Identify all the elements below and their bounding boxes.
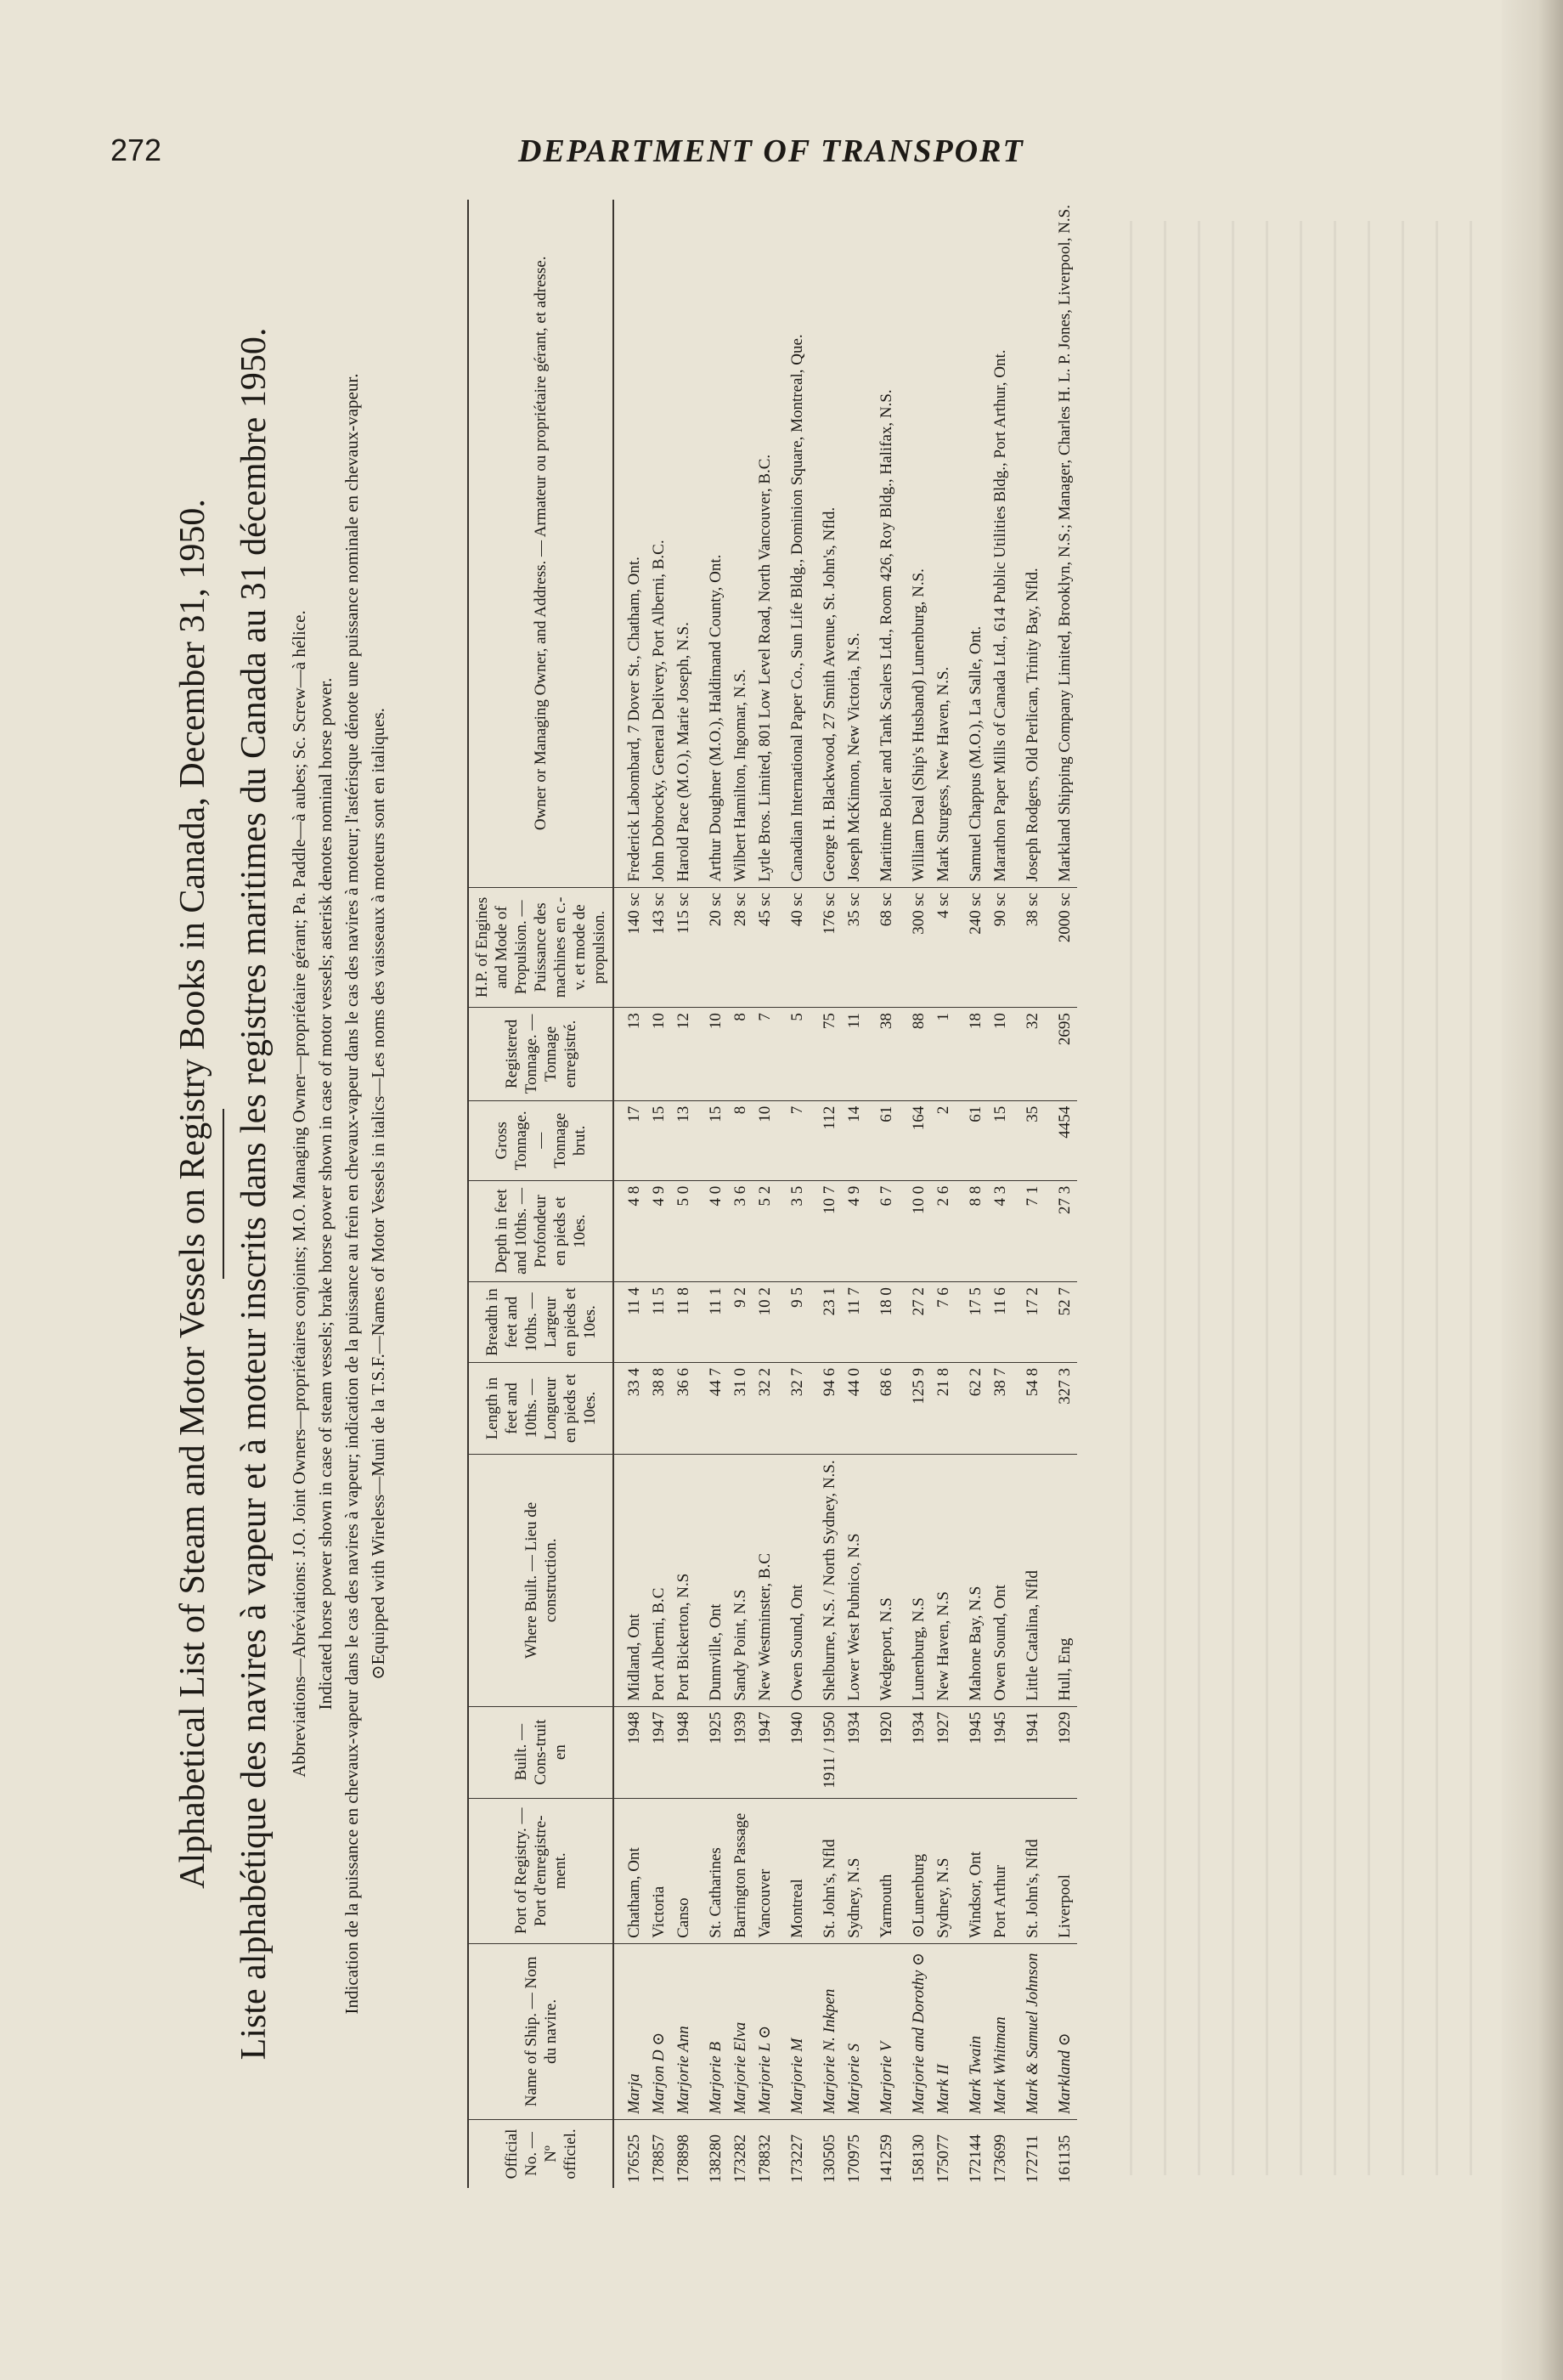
- port-of-registry-cell: Liverpool: [1045, 1798, 1077, 1943]
- depth-cell: 3 5: [777, 1180, 810, 1281]
- ship-name-cell: Marjorie V: [866, 1943, 899, 2119]
- owner-cell: Frederick Labombard, 7 Dover St., Chatham, Ont.: [613, 200, 646, 887]
- breadth-cell: 17 2: [1013, 1282, 1045, 1363]
- depth-cell: 2 6: [931, 1180, 956, 1281]
- breadth-cell: 11 8: [671, 1282, 696, 1363]
- gross-tonnage-cell: 35: [1013, 1100, 1045, 1180]
- port-of-registry-cell: ⊙Lunenburg: [899, 1798, 931, 1943]
- where-built-cell: Sandy Point, N.S: [728, 1455, 753, 1707]
- gross-tonnage-cell: 4454: [1045, 1100, 1077, 1180]
- owner-cell: Joseph Rodgers, Old Perlican, Trinity Bay, Nfld.: [1013, 200, 1045, 887]
- note-abbreviations: Abbreviations—Abréviations: J.O. Joint Owners—propriétaires conjoints; M.O. Managing Owner—propriétaire gérant; Pa. Paddle—à aubes; Sc. Screw—à hélice.: [289, 610, 309, 1778]
- owner-cell: Samuel Chappus (M.O.), La Salle, Ont.: [956, 200, 988, 887]
- depth-cell: 4 3: [988, 1180, 1013, 1281]
- port-of-registry-cell: Sydney, N.S: [931, 1798, 956, 1943]
- registered-tonnage-cell: 2695: [1045, 1008, 1077, 1101]
- port-of-registry-cell: Montreal: [777, 1798, 810, 1943]
- ship-name-cell: Markland ⊙: [1045, 1943, 1077, 2119]
- registered-tonnage-cell: 10: [646, 1008, 671, 1101]
- year-built-cell: 1927: [931, 1706, 956, 1798]
- length-cell: 125 9: [899, 1362, 931, 1454]
- registered-tonnage-cell: 8: [728, 1008, 753, 1101]
- port-of-registry-cell: St. John's, Nfld: [1013, 1798, 1045, 1943]
- year-built-cell: 1945: [988, 1706, 1013, 1798]
- official-no-cell: 172711: [1024, 2134, 1041, 2183]
- depth-cell: 5 0: [671, 1180, 696, 1281]
- official-no-cell: 173227: [788, 2134, 806, 2183]
- year-built-cell: 1920: [866, 1706, 899, 1798]
- horse-power-cell: 140 sc: [613, 887, 646, 1007]
- table-row: [842, 200, 866, 2188]
- horse-power-cell: 4 sc: [931, 887, 956, 1007]
- where-built-cell: Lower West Pubnico, N.S: [842, 1455, 866, 1707]
- table-body: [613, 200, 1077, 2188]
- breadth-cell: 11 4: [613, 1282, 646, 1363]
- ship-name-cell: Mark Whitman: [988, 1943, 1013, 2119]
- where-built-cell: Midland, Ont: [613, 1455, 646, 1707]
- official-no-cell: 178832: [756, 2134, 774, 2183]
- ship-name-cell: Marjorie Elva: [728, 1943, 753, 2119]
- port-of-registry-cell: Vancouver: [753, 1798, 777, 1943]
- col-owner: Owner or Managing Owner, and Address. — Armateur ou propriétaire gérant, et adresse.: [468, 200, 613, 887]
- breadth-cell: 17 5: [956, 1282, 988, 1363]
- year-built-cell: 1945: [956, 1706, 988, 1798]
- owner-cell: Lytle Bros. Limited, 801 Low Level Road, North Vancouver, B.C.: [753, 200, 777, 887]
- official-no-cell: 141259: [877, 2134, 895, 2183]
- breadth-cell: 27 2: [899, 1282, 931, 1363]
- page-edge-shadow: [1502, 0, 1563, 2380]
- port-of-registry-cell: St. John's, Nfld: [810, 1798, 842, 1943]
- note-wireless: ⊙Equipped with Wireless—Muni de la T.S.F.—Names of Motor Vessels in italics—Les noms des vaisseaux à moteurs sont en italiques.: [368, 708, 388, 1680]
- length-cell: 32 7: [777, 1362, 810, 1454]
- ship-name-cell: Marjorie N. Inkpen: [810, 1943, 842, 2119]
- length-cell: 94 6: [810, 1362, 842, 1454]
- owner-cell: Wilbert Hamilton, Ingomar, N.S.: [728, 200, 753, 887]
- breadth-cell: 11 7: [842, 1282, 866, 1363]
- registered-tonnage-cell: 10: [696, 1008, 728, 1101]
- registered-tonnage-cell: 75: [810, 1008, 842, 1101]
- notes: [287, 200, 390, 2188]
- where-built-cell: Hull, Eng: [1045, 1455, 1077, 1707]
- horse-power-cell: 20 sc: [696, 887, 728, 1007]
- depth-cell: 7 1: [1013, 1180, 1045, 1281]
- title-rule: [223, 1109, 224, 1279]
- table-row: [613, 200, 646, 2188]
- length-cell: 21 8: [931, 1362, 956, 1454]
- where-built-cell: New Haven, N.S: [931, 1455, 956, 1707]
- note-horse-power-fr: Indication de la puissance en chevaux-vapeur dans le cas des navires à vapeur; indication de la puissance au frein en chevaux-vapeur dans le cas des navires à moteur; l'astérisque dénote une puissance nominale en chevaux-vapeur.: [341, 373, 362, 2015]
- depth-cell: 4 9: [646, 1180, 671, 1281]
- year-built-cell: 1934: [899, 1706, 931, 1798]
- gross-tonnage-cell: 15: [646, 1100, 671, 1180]
- horse-power-cell: 68 sc: [866, 887, 899, 1007]
- registered-tonnage-cell: 10: [988, 1008, 1013, 1101]
- official-no-cell: 175077: [934, 2134, 952, 2183]
- col-where-built: Where Built. — Lieu de construction.: [468, 1455, 613, 1707]
- depth-cell: 4 9: [842, 1180, 866, 1281]
- where-built-cell: Port Bickerton, N.S: [671, 1455, 696, 1707]
- horse-power-cell: 240 sc: [956, 887, 988, 1007]
- year-built-cell: 1947: [753, 1706, 777, 1798]
- length-cell: 327 3: [1045, 1362, 1077, 1454]
- col-hp: H.P. of Engines and Mode of Propulsion. — Puissance des machines en c.-v. et mode de propulsion.: [468, 887, 613, 1007]
- depth-cell: 4 0: [696, 1180, 728, 1281]
- running-title: DEPARTMENT OF TRANSPORT: [518, 133, 1024, 169]
- table-row: [931, 200, 956, 2188]
- year-built-cell: 1939: [728, 1706, 753, 1798]
- col-depth: Depth in feet and 10ths. — Profondeur en pieds et 10es.: [468, 1180, 613, 1281]
- gross-tonnage-cell: 14: [842, 1100, 866, 1180]
- where-built-cell: Owen Sound, Ont: [777, 1455, 810, 1707]
- table-row: [671, 200, 696, 2188]
- col-name: Name of Ship. — Nom du navire.: [468, 1943, 613, 2119]
- owner-cell: George H. Blackwood, 27 Smith Avenue, St. John's, Nfld.: [810, 200, 842, 887]
- col-length: Length in feet and 10ths. — Longueur en pieds et 10es.: [468, 1362, 613, 1454]
- owner-cell: John Dobrocky, General Delivery, Port Alberni, B.C.: [646, 200, 671, 887]
- registered-tonnage-cell: 38: [866, 1008, 899, 1101]
- depth-cell: 10 7: [810, 1180, 842, 1281]
- ship-name-cell: Marjorie Ann: [671, 1943, 696, 2119]
- where-built-cell: Wedgeport, N.S: [866, 1455, 899, 1707]
- gross-tonnage-cell: 61: [956, 1100, 988, 1180]
- vessel-register-table: [467, 200, 1077, 2188]
- breadth-cell: 9 2: [728, 1282, 753, 1363]
- length-cell: 44 0: [842, 1362, 866, 1454]
- owner-cell: Marathon Paper Mills of Canada Ltd., 614 Public Utilities Bldg., Port Arthur, Ont.: [988, 200, 1013, 887]
- port-of-registry-cell: Canso: [671, 1798, 696, 1943]
- gross-tonnage-cell: 13: [671, 1100, 696, 1180]
- gross-tonnage-cell: 8: [728, 1100, 753, 1180]
- breadth-cell: 7 6: [931, 1282, 956, 1363]
- ship-name-cell: Marjon D ⊙: [646, 1943, 671, 2119]
- owner-cell: Markland Shipping Company Limited, Brooklyn, N.S.; Manager, Charles H. L. P. Jones, Liverpool, N.S.: [1045, 200, 1077, 887]
- year-built-cell: 1948: [613, 1706, 646, 1798]
- year-built-cell: 1940: [777, 1706, 810, 1798]
- port-of-registry-cell: Victoria: [646, 1798, 671, 1943]
- length-cell: 38 7: [988, 1362, 1013, 1454]
- gross-tonnage-cell: 2: [931, 1100, 956, 1180]
- table-row: [1013, 200, 1045, 2188]
- official-no-cell: 176525: [625, 2134, 643, 2183]
- registered-tonnage-cell: 5: [777, 1008, 810, 1101]
- gross-tonnage-cell: 10: [753, 1100, 777, 1180]
- registered-tonnage-cell: 1: [931, 1008, 956, 1101]
- official-no-cell: 173699: [991, 2134, 1009, 2183]
- where-built-cell: Dunnville, Ont: [696, 1455, 728, 1707]
- horse-power-cell: 40 sc: [777, 887, 810, 1007]
- where-built-cell: Mahone Bay, N.S: [956, 1455, 988, 1707]
- owner-cell: Harold Pace (M.O.), Marie Joseph, N.S.: [671, 200, 696, 887]
- gross-tonnage-cell: 15: [696, 1100, 728, 1180]
- length-cell: 68 6: [866, 1362, 899, 1454]
- rotated-register-sheet: [170, 200, 1427, 2188]
- owner-cell: Canadian International Paper Co., Sun Life Bldg., Dominion Square, Montreal, Que.: [777, 200, 810, 887]
- owner-cell: Maritime Boiler and Tank Scalers Ltd., Room 426, Roy Bldg., Halifax, N.S.: [866, 200, 899, 887]
- gross-tonnage-cell: 7: [777, 1100, 810, 1180]
- horse-power-cell: 143 sc: [646, 887, 671, 1007]
- official-no-cell: 158130: [910, 2134, 928, 2183]
- ship-name-cell: Mark II: [931, 1943, 956, 2119]
- ship-name-cell: Marjorie L ⊙: [753, 1943, 777, 2119]
- table-row: [728, 200, 753, 2188]
- page-number: 272: [110, 133, 162, 167]
- official-no-cell: 170975: [845, 2134, 863, 2183]
- depth-cell: 6 7: [866, 1180, 899, 1281]
- page-header: [102, 127, 1410, 178]
- gross-tonnage-cell: 61: [866, 1100, 899, 1180]
- depth-cell: 5 2: [753, 1180, 777, 1281]
- horse-power-cell: 45 sc: [753, 887, 777, 1007]
- gross-tonnage-cell: 17: [613, 1100, 646, 1180]
- length-cell: 38 8: [646, 1362, 671, 1454]
- table-row: [753, 200, 777, 2188]
- owner-cell: Arthur Doughner (M.O.), Haldimand County, Ont.: [696, 200, 728, 887]
- breadth-cell: 11 6: [988, 1282, 1013, 1363]
- gross-tonnage-cell: 15: [988, 1100, 1013, 1180]
- length-cell: 62 2: [956, 1362, 988, 1454]
- ship-name-cell: Mark Twain: [956, 1943, 988, 2119]
- depth-cell: 27 3: [1045, 1180, 1077, 1281]
- port-of-registry-cell: St. Catharines: [696, 1798, 728, 1943]
- horse-power-cell: 38 sc: [1013, 887, 1045, 1007]
- col-gross: Gross Tonnage. — Tonnage brut.: [468, 1100, 613, 1180]
- registered-tonnage-cell: 18: [956, 1008, 988, 1101]
- table-row: [956, 200, 988, 2188]
- year-built-cell: 1948: [671, 1706, 696, 1798]
- port-of-registry-cell: Windsor, Ont: [956, 1798, 988, 1943]
- depth-cell: 3 6: [728, 1180, 753, 1281]
- registered-tonnage-cell: 32: [1013, 1008, 1045, 1101]
- title-english: Alphabetical List of Steam and Motor Vessels on Registry Books in Canada, December 31, 1950.: [173, 499, 212, 1889]
- owner-cell: Mark Sturgess, New Haven, N.S.: [931, 200, 956, 887]
- note-horse-power-en: Indicated horse power shown in case of steam vessels; brake horse power shown in case of motor vessels; asterisk denotes nominal horse power.: [315, 677, 336, 1710]
- ship-name-cell: Marjorie M: [777, 1943, 810, 2119]
- registered-tonnage-cell: 11: [842, 1008, 866, 1101]
- table-row: [988, 200, 1013, 2188]
- official-no-cell: 172144: [967, 2134, 985, 2183]
- title-block: [170, 200, 392, 2188]
- table-row: [696, 200, 728, 2188]
- depth-cell: 10 0: [899, 1180, 931, 1281]
- official-no-cell: 173282: [731, 2134, 749, 2183]
- horse-power-cell: 90 sc: [988, 887, 1013, 1007]
- gross-tonnage-cell: 112: [810, 1100, 842, 1180]
- length-cell: 32 2: [753, 1362, 777, 1454]
- length-cell: 31 0: [728, 1362, 753, 1454]
- col-official-no: Official No. — Nº officiel.: [468, 2119, 613, 2188]
- owner-cell: Joseph McKinnon, New Victoria, N.S.: [842, 200, 866, 887]
- table-row: [899, 200, 931, 2188]
- col-built: Built. — Cons-truit en: [468, 1706, 613, 1798]
- where-built-cell: Little Catalina, Nfld: [1013, 1455, 1045, 1707]
- ship-name-cell: Marjorie and Dorothy ⊙: [899, 1943, 931, 2119]
- breadth-cell: 11 5: [646, 1282, 671, 1363]
- where-built-cell: Owen Sound, Ont: [988, 1455, 1013, 1707]
- col-registered: Registered Tonnage. — Tonnage enregistré.: [468, 1008, 613, 1101]
- horse-power-cell: 28 sc: [728, 887, 753, 1007]
- where-built-cell: New Westminster, B.C: [753, 1455, 777, 1707]
- official-no-cell: 138280: [707, 2134, 725, 2183]
- depth-cell: 8 8: [956, 1180, 988, 1281]
- table-row: [1045, 200, 1077, 2188]
- horse-power-cell: 35 sc: [842, 887, 866, 1007]
- ship-name-cell: Marja: [613, 1943, 646, 2119]
- year-built-cell: 1911 / 1950: [810, 1706, 842, 1798]
- ship-name-cell: Marjorie S: [842, 1943, 866, 2119]
- year-built-cell: 1934: [842, 1706, 866, 1798]
- where-built-cell: Shelburne, N.S. / North Sydney, N.S.: [810, 1455, 842, 1707]
- port-of-registry-cell: Port Arthur: [988, 1798, 1013, 1943]
- owner-cell: William Deal (Ship's Husband) Lunenburg, N.S.: [899, 200, 931, 887]
- length-cell: 33 4: [613, 1362, 646, 1454]
- breadth-cell: 9 5: [777, 1282, 810, 1363]
- breadth-cell: 23 1: [810, 1282, 842, 1363]
- registered-tonnage-cell: 13: [613, 1008, 646, 1101]
- official-no-cell: 130505: [821, 2134, 838, 2183]
- year-built-cell: 1925: [696, 1706, 728, 1798]
- length-cell: 36 6: [671, 1362, 696, 1454]
- gross-tonnage-cell: 164: [899, 1100, 931, 1180]
- port-of-registry-cell: Barrington Passage: [728, 1798, 753, 1943]
- breadth-cell: 10 2: [753, 1282, 777, 1363]
- col-port: Port of Registry. — Port d'enregistre-ment.: [468, 1798, 613, 1943]
- where-built-cell: Lunenburg, N.S: [899, 1455, 931, 1707]
- depth-cell: 4 8: [613, 1180, 646, 1281]
- where-built-cell: Port Alberni, B.C: [646, 1455, 671, 1707]
- official-no-cell: 178898: [674, 2134, 692, 2183]
- horse-power-cell: 115 sc: [671, 887, 696, 1007]
- table-header-row: [468, 200, 613, 2188]
- title-french: Liste alphabétique des navires à vapeur et à moteur inscrits dans les registres maritimes du Canada au 31 décembre 1950.: [234, 327, 274, 2061]
- official-no-cell: 178857: [650, 2134, 668, 2183]
- port-of-registry-cell: Sydney, N.S: [842, 1798, 866, 1943]
- registered-tonnage-cell: 7: [753, 1008, 777, 1101]
- length-cell: 44 7: [696, 1362, 728, 1454]
- year-built-cell: 1941: [1013, 1706, 1045, 1798]
- ship-name-cell: Mark & Samuel Johnson: [1013, 1943, 1045, 2119]
- year-built-cell: 1947: [646, 1706, 671, 1798]
- horse-power-cell: 176 sc: [810, 887, 842, 1007]
- length-cell: 54 8: [1013, 1362, 1045, 1454]
- col-breadth: Breadth in feet and 10ths. — Largeur en pieds et 10es.: [468, 1282, 613, 1363]
- ship-name-cell: Marjorie B: [696, 1943, 728, 2119]
- breadth-cell: 18 0: [866, 1282, 899, 1363]
- table-row: [777, 200, 810, 2188]
- registered-tonnage-cell: 12: [671, 1008, 696, 1101]
- official-no-cell: 161135: [1056, 2134, 1074, 2183]
- breadth-cell: 11 1: [696, 1282, 728, 1363]
- port-of-registry-cell: Chatham, Ont: [613, 1798, 646, 1943]
- horse-power-cell: 300 sc: [899, 887, 931, 1007]
- table-row: [646, 200, 671, 2188]
- port-of-registry-cell: Yarmouth: [866, 1798, 899, 1943]
- breadth-cell: 52 7: [1045, 1282, 1077, 1363]
- year-built-cell: 1929: [1045, 1706, 1077, 1798]
- table-row: [810, 200, 842, 2188]
- table-row: [866, 200, 899, 2188]
- registered-tonnage-cell: 88: [899, 1008, 931, 1101]
- horse-power-cell: 2000 sc: [1045, 887, 1077, 1007]
